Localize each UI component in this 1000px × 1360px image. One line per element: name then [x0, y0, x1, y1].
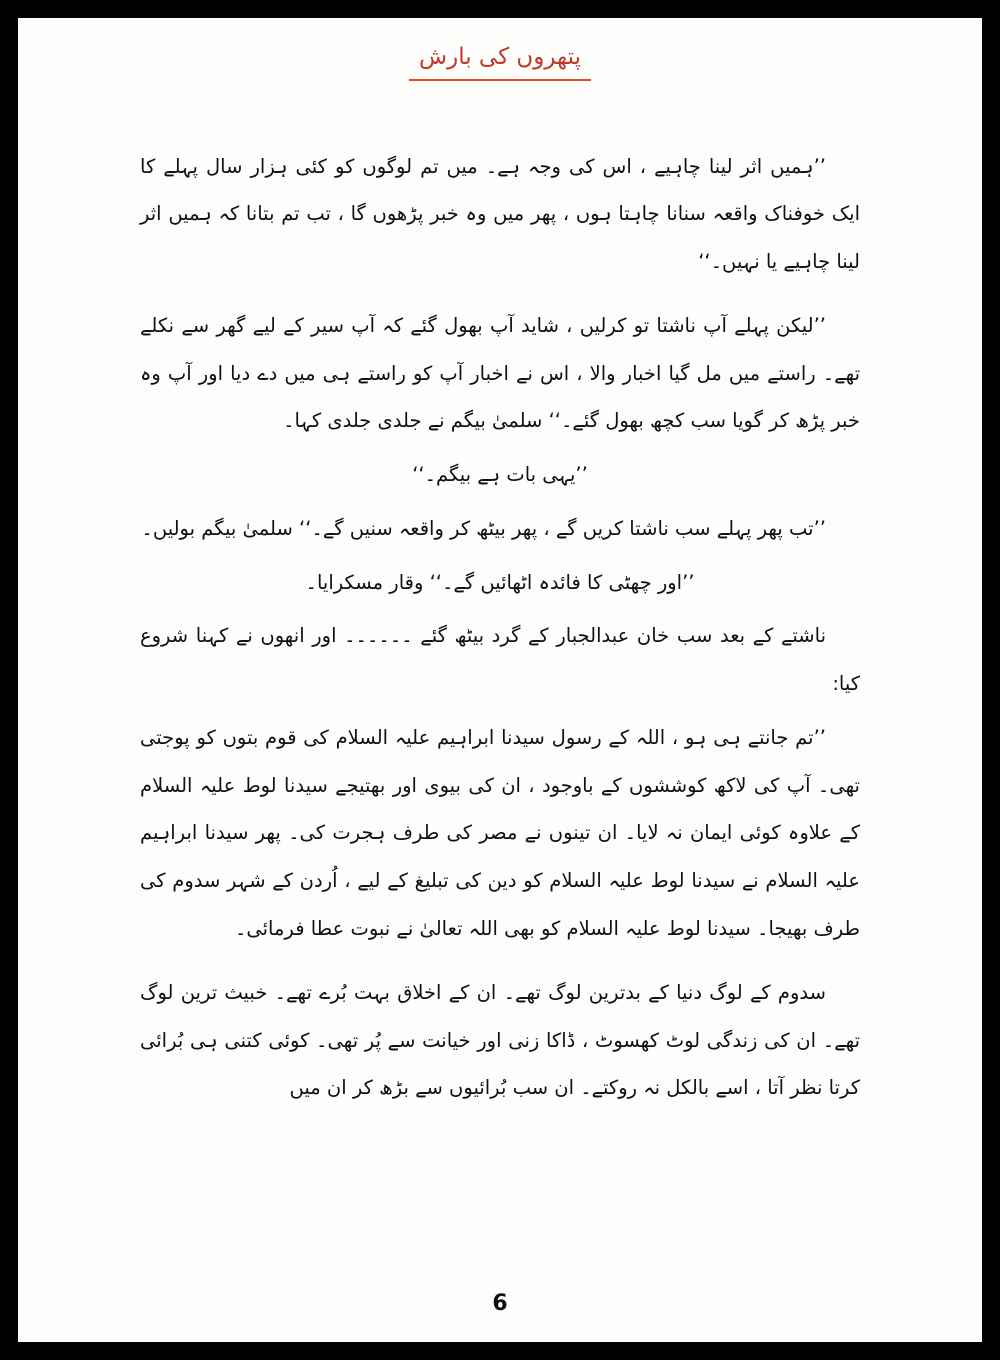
page-paper — [18, 18, 982, 1342]
paragraph: سدوم کے لوگ دنیا کے بدترین لوگ تھے۔ ان کے اخلاق بہت بُرے تھے۔ خبیث ترین لوگ تھے۔ ان کی زندگی لوٹ کھسوٹ ، ڈاکا زنی اور خیانت سے پُر تھی۔ کوئی کتنی ہی بُرائی کرتا نظر آتا ، اسے بالکل نہ روکتے۔ ان سب بُرائیوں سے بڑھ کر ان میں — [140, 980, 860, 1100]
book-title: پتھروں کی بارش — [409, 40, 591, 81]
page-header — [18, 18, 982, 81]
paragraph: ناشتے کے بعد سب خان عبدالجبار کے گرد بیٹھ گئے ۔۔۔۔۔۔ اور انھوں نے کہنا شروع کیا: — [140, 624, 860, 696]
paragraph: ’’ہمیں اثر لینا چاہیے ، اس کی وجہ ہے۔ میں تم لوگوں کو کئی ہزار سال پہلے کا ایک خوفناک واقعہ سنانا چاہتا ہوں ، پھر میں وہ خبر پڑھوں گا ، تب تم بتانا کہ ہمیں اثر لینا چاہیے یا نہیں۔‘‘ — [140, 154, 860, 274]
page-body — [140, 81, 860, 1113]
page-number: 6 — [492, 1291, 508, 1316]
paragraph: ’’تب پھر پہلے سب ناشتا کریں گے ، پھر بیٹھ کر واقعہ سنیں گے۔‘‘ سلمیٰ بیگم بولیں۔ — [141, 516, 826, 540]
paragraph: ’’اور چھٹی کا فائدہ اٹھائیں گے۔‘‘ وقار مسکرایا۔ — [305, 570, 695, 594]
paragraph: ’’تم جانتے ہی ہو ، اللہ کے رسول سیدنا ابراہیم علیہ السلام کی قوم بتوں کو پوجتی تھی۔ آپ کی لاکھ کوششوں کے باوجود ، ان کی بیوی اور بھتیجے سیدنا لوط علیہ السلام کے علاوہ کوئی ایمان نہ لایا۔ ان تینوں نے مصر کی طرف ہجرت کی۔ پھر سیدنا ابراہیم علیہ السلام نے سیدنا لوط علیہ السلام کو دین کی تبلیغ کے لیے ، اُردن کے شہر سدوم کی طرف بھیجا۔ سیدنا لوط علیہ السلام کو بھی اللہ تعالیٰ نے نبوت عطا فرمائی۔ — [140, 725, 860, 940]
page-footer — [18, 1291, 982, 1316]
paragraph: ’’یہی بات ہے بیگم۔‘‘ — [412, 463, 588, 487]
paragraph: ’’لیکن پہلے آپ ناشتا تو کرلیں ، شاید آپ بھول گئے کہ آپ سیر کے لیے گھر سے نکلے تھے۔ راستے میں مل گیا اخبار والا ، اس نے اخبار آپ کو راستے ہی میں دے دیا اور آپ وہ خبر پڑھ کر گویا سب کچھ بھول گئے۔‘‘ سلمیٰ بیگم نے جلدی جلدی کہا۔ — [140, 313, 860, 433]
